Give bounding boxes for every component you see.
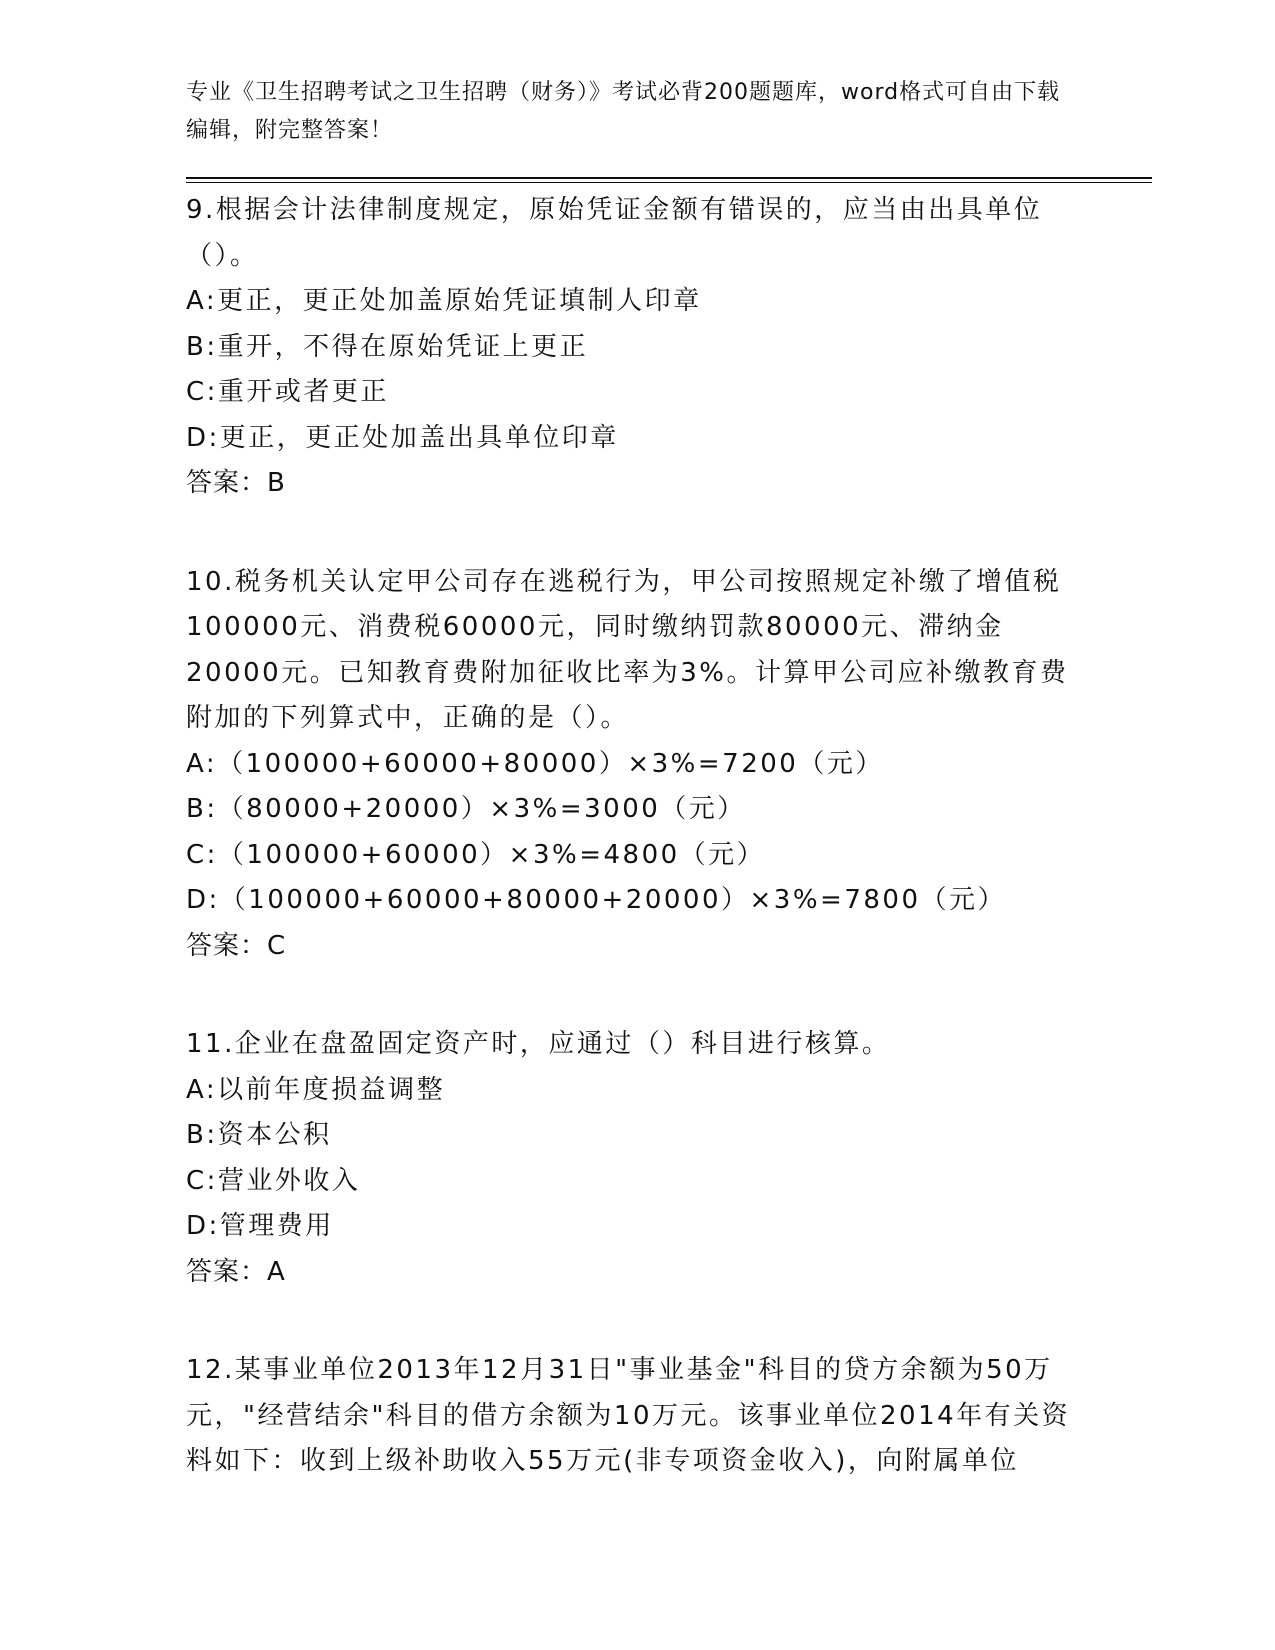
option-text: （100000+60000+80000）×3%=7200（元） <box>217 748 884 779</box>
option-d <box>186 416 1076 462</box>
header-rule-thin <box>186 182 1152 183</box>
option-b <box>186 325 1076 371</box>
answer-line: 答案：C <box>186 930 287 961</box>
option-text: （100000+60000+80000+20000）×3%=7800（元） <box>219 885 1007 915</box>
option-a <box>186 279 1076 325</box>
option-letter: C: <box>186 1165 218 1196</box>
option-text: 管理费用 <box>219 1211 334 1241</box>
question-stem: 9.根据会计法律制度规定，原始凭证金额有错误的，应当由出具单位（）。 <box>186 195 1043 271</box>
option-a <box>186 1068 1076 1114</box>
option-letter: A: <box>186 286 218 316</box>
option-a <box>186 742 1076 788</box>
option-b <box>186 1113 1076 1159</box>
option-letter: A: <box>186 1074 218 1105</box>
option-letter: D: <box>186 422 220 453</box>
document-header: 专业《卫生招聘考试之卫生招聘（财务）》考试必背200题题库，word格式可自由下载编辑，附完整答案！ <box>186 80 1061 143</box>
question-stem: 12.某事业单位2013年12月31日"事业基金"科目的贷方余额为50万元，"经营结余"科目的借方余额为10万元。该事业单位2014年有关资料如下：收到上级补助收入55万元(非专项资金收入)，向附属单位 <box>186 1355 1071 1476</box>
question-12 <box>186 1348 1076 1485</box>
answer-line: 答案：A <box>186 1256 286 1287</box>
option-c <box>186 370 1076 416</box>
option-letter: C: <box>186 839 218 870</box>
question-10 <box>186 560 1076 970</box>
questions-list <box>186 188 1076 1538</box>
option-text: 重开，不得在原始凭证上更正 <box>217 331 589 362</box>
option-letter: B: <box>186 331 218 362</box>
question-11 <box>186 1022 1076 1295</box>
option-text: 营业外收入 <box>217 1165 361 1196</box>
option-c <box>186 1159 1076 1205</box>
option-letter: D: <box>186 885 220 915</box>
option-c <box>186 833 1076 879</box>
option-letter: C: <box>186 377 218 407</box>
option-d <box>186 1204 1076 1250</box>
option-text: 重开或者更正 <box>217 377 389 407</box>
question-9 <box>186 188 1076 507</box>
question-stem: 11.企业在盘盈固定资产时，应通过（）科目进行核算。 <box>186 1029 891 1059</box>
option-text: 以前年度损益调整 <box>217 1074 446 1105</box>
option-text: （80000+20000）×3%=3000（元） <box>217 794 746 824</box>
option-letter: D: <box>186 1211 220 1241</box>
option-b <box>186 787 1076 833</box>
option-text: （100000+60000）×3%=4800（元） <box>217 839 766 870</box>
option-letter: B: <box>186 1120 218 1150</box>
option-text: 更正，更正处加盖原始凭证填制人印章 <box>217 286 702 316</box>
option-text: 资本公积 <box>217 1120 332 1150</box>
option-d <box>186 878 1076 924</box>
option-text: 更正，更正处加盖出具单位印章 <box>219 422 619 453</box>
header-rule-thick <box>186 177 1152 179</box>
option-letter: A: <box>186 748 218 779</box>
option-letter: B: <box>186 794 218 824</box>
answer-line: 答案：B <box>186 468 286 498</box>
question-stem: 10.税务机关认定甲公司存在逃税行为，甲公司按照规定补缴了增值税100000元、消费税60000元，同时缴纳罚款80000元、滞纳金20000元。已知教育费附加征收比率为3%。计算甲公司应补缴教育费附加的下列算式中，正确的是（）。 <box>186 566 1069 733</box>
